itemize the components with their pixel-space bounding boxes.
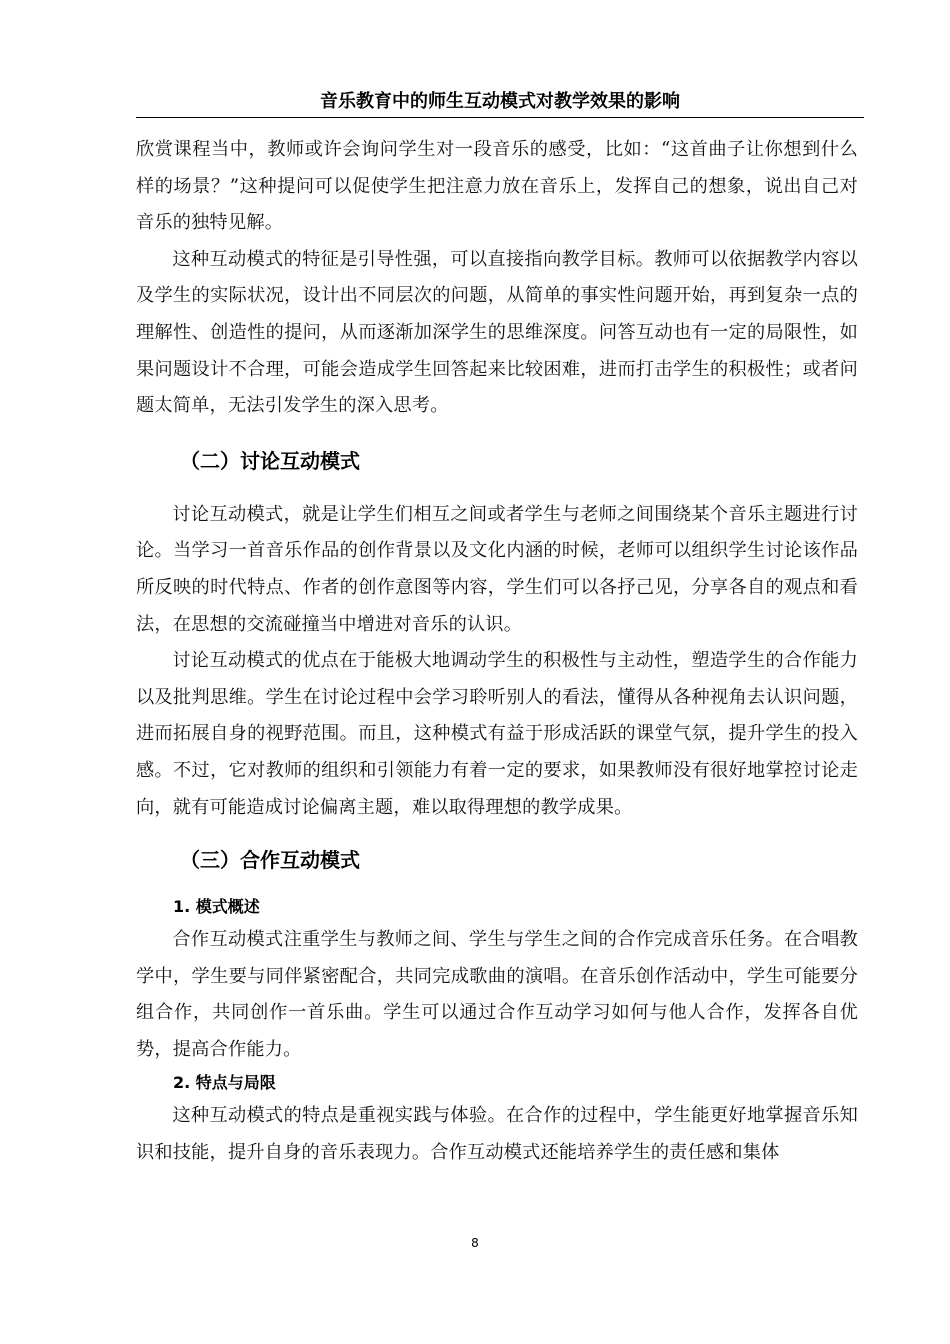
subsection-heading-overview: 1. 模式概述 (173, 897, 260, 917)
paragraph-question-mode-features: 这种互动模式的特征是引导性强，可以直接指向教学目标。教师可以依据教学内容以及学生的实际状况，设计出不同层次的问题，从简单的事实性问题开始，再到复杂一点的理解性、创造性的提问，从而逐渐加深学生的思维深度。问答互动也有一定的局限性，如果问题设计不合理，可能会造成学生回答起来比较困难，进而打击学生的积极性；或者问题太简单，无法引发学生的深入思考。 (136, 248, 858, 417)
paragraph-discussion-definition: 讨论互动模式，就是让学生们相互之间或者学生与老师之间围绕某个音乐主题进行讨论。当学习一首音乐作品的创作背景以及文化内涵的时候，老师可以组织学生讨论该作品所反映的时代特点、作者的创作意图等内容，学生们可以各抒己见，分享各自的观点和看法，在思想的交流碰撞当中增进对音乐的认识。 (136, 503, 858, 635)
running-header-title: 音乐教育中的师生互动模式对教学效果的影响 (320, 91, 680, 112)
page-number: 8 (471, 1236, 479, 1250)
header-divider (136, 117, 864, 118)
paragraph-continued: 欣赏课程当中，教师或许会询问学生对一段音乐的感受，比如：“这首曲子让你想到什么样的场景？”这种提问可以促使学生把注意力放在音乐上，发挥自己的想象，说出自己对音乐的独特见解。 (136, 139, 858, 234)
subsection-heading-features: 2. 特点与局限 (173, 1073, 276, 1093)
paragraph-discussion-advantages: 讨论互动模式的优点在于能极大地调动学生的积极性与主动性，塑造学生的合作能力以及批判思维。学生在讨论过程中会学习聆听别人的看法，懂得从各种视角去认识问题，进而拓展自身的视野范围。而且，这种模式有益于形成活跃的课堂气氛，提升学生的投入感。不过，它对教师的组织和引领能力有着一定的要求，如果教师没有很好地掌控讨论走向，就有可能造成讨论偏离主题，难以取得理想的教学成果。 (136, 650, 858, 818)
page-body (136, 132, 858, 1172)
paragraph-cooperation-features: 这种互动模式的特点是重视实践与体验。在合作的过程中，学生能更好地掌握音乐知识和技能，提升自身的音乐表现力。合作互动模式还能培养学生的责任感和集体 (136, 1105, 858, 1164)
section-heading-cooperation: （三）合作互动模式 (180, 848, 360, 873)
paragraph-cooperation-overview: 合作互动模式注重学生与教师之间、学生与学生之间的合作完成音乐任务。在合唱教学中，学生要与同伴紧密配合，共同完成歌曲的演唱。在音乐创作活动中，学生可能要分组合作，共同创作一首乐曲。学生可以通过合作互动学习如何与他人合作，发挥各自优势，提高合作能力。 (136, 929, 858, 1060)
section-heading-discussion: （二）讨论互动模式 (180, 448, 360, 473)
